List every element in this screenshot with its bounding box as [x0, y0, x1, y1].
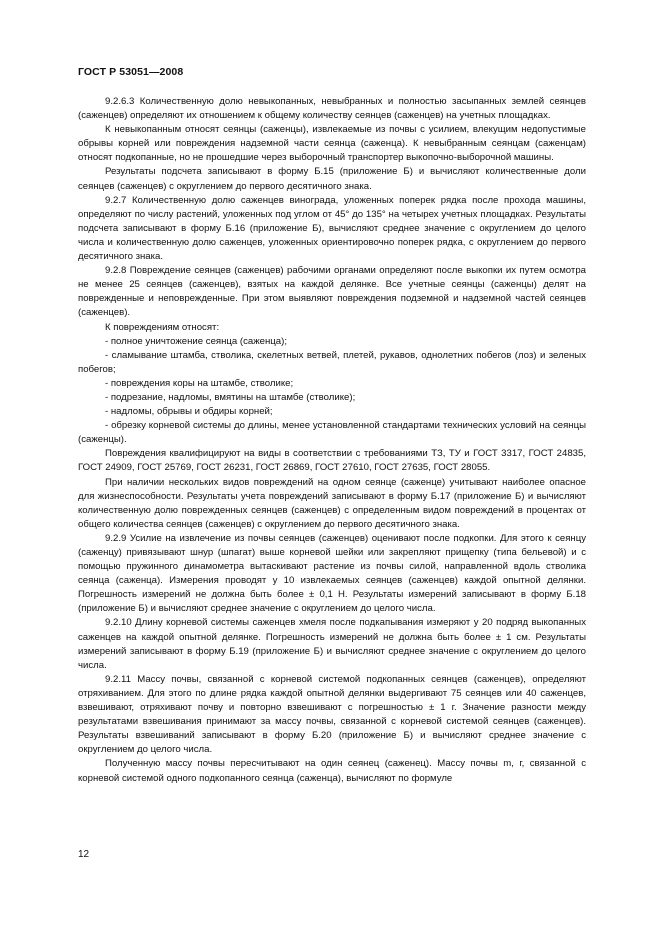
paragraph: К повреждениям относят:	[105, 321, 220, 333]
paragraph-9-2-7: 9.2.7 Количественную долю саженцев винограда, уложенных поперек рядка после прохода машины, определяют по числу растений, уложенных под углом от 45° до 135° на четырех учетных площадках. Результаты подсчета записывают в форму Б.16 (приложение Б), вычисляют среднее значение с округлением до целого числа и количественную долю саженцев, уложенных ориентировочно поперек рядка, с округлением до первого десятичного знака.	[78, 194, 586, 263]
paragraph-9-2-6-3: 9.2.6.3 Количественную долю невыкопанных, невыбранных и полностью засыпанных землей сеянцев (саженцев) определяют их отношением к общему количеству сеянцев (саженцев) на учетных площадках.	[78, 96, 586, 122]
list-item: - полное уничтожение сеянца (саженца);	[105, 335, 287, 347]
paragraph: Повреждения квалифицируют на виды в соответствии с требованиями ТЗ, ТУ и ГОСТ 3317, ГОСТ 24835, ГОСТ 24909, ГОСТ 25769, ГОСТ 26231, ГОСТ 26869, ГОСТ 27610, ГОСТ 27635, ГОСТ 28055.	[78, 448, 586, 474]
paragraph: Полученную массу почвы пересчитывают на один сеянец (саженец). Массу почвы m, г, связанной с корневой системой одного подкопанного сеянца (саженца), вычисляют по формуле	[78, 758, 586, 784]
document-body	[78, 95, 586, 786]
paragraph: К невыкопанным относят сеянцы (саженцы), извлекаемые из почвы с усилием, влекущим недопустимые обрывы корней или повреждения надземной части сеянца (саженца). К невыбранным сеянцам (саженцам) относят подкопанные, но не прошедшие через выборочный транспортер выкопочно-выборочной машины.	[78, 124, 586, 164]
page-number: 12	[78, 849, 90, 860]
document-header: ГОСТ Р 53051—2008	[78, 66, 184, 78]
paragraph-9-2-11: 9.2.11 Массу почвы, связанной с корневой системой подкопанных сеянцев (саженцев), определяют отряхиванием. Для этого по длине рядка каждой опытной делянки выдергивают 75 сеянцев или 40 саженцев, взвешивают, отряхивают почву и повторно взвешивают с погрешностью ± 1 г. Значение разности между результатами взвешивания принимают за массу почвы, связанной с корневой системой сеянцев (саженцев). Результаты взвешиваний записывают в форму Б.20 (приложение Б) и вычисляют среднее значение с округлением до целого числа.	[78, 673, 586, 756]
list-item: - сламывание штамба, стволика, скелетных ветвей, плетей, рукавов, однолетних побегов (лоз) и зеленых побегов;	[78, 349, 586, 375]
list-item: - надломы, обрывы и обдиры корней;	[105, 406, 273, 418]
paragraph-9-2-9: 9.2.9 Усилие на извлечение из почвы сеянцев (саженцев) оценивают после подкопки. Для этого к сеянцу (саженцу) привязывают шнур (шпагат) выше корневой шейки или закрепляют прищепку (типа бельевой) и с помощью пружинного динамометра вытаскивают растение из почвы силой, направленной вдоль стволика сеянца (саженца). Измерения проводят у 10 извлекаемых сеянцев (саженцев) каждой опытной делянки. Погрешность измерений не должна быть более ± 0,1 Н. Результаты измерений записывают в форму Б.18 (приложение Б) и вычисляют среднее значение с округлением до целого числа.	[78, 532, 586, 615]
paragraph: Результаты подсчета записывают в форму Б.15 (приложение Б) и вычисляют количественные доли сеянцев (саженцев) с округлением до первого десятичного знака.	[78, 166, 586, 192]
list-item: - обрезку корневой системы до длины, менее установленной стандартами технических условий на сеянцы (саженцы).	[78, 420, 586, 446]
paragraph-9-2-8: 9.2.8 Повреждение сеянцев (саженцев) рабочими органами определяют после выкопки их путем осмотра не менее 25 сеянцев (саженцев), взятых на каждой делянке. Все учетные сеянцы (саженцы) делят на поврежденные и неповрежденные. При этом выявляют повреждения подземной и надземной частей сеянцев (саженцев).	[78, 265, 586, 319]
list-item: - подрезание, надломы, вмятины на штамбе (стволике);	[105, 391, 356, 403]
paragraph: При наличии нескольких видов повреждений на одном сеянце (саженце) учитывают наиболее опасное для жизнеспособности. Результаты учета повреждений записывают в форму Б.17 (приложение Б) и вычисляют количественную долю поврежденных сеянцев (саженцев) с определенным видом повреждений в процентах от общего количества сеянцев (саженцев) с округлением до первого десятичного знака.	[78, 476, 586, 530]
paragraph-9-2-10: 9.2.10 Длину корневой системы саженцев хмеля после подкапывания измеряют у 20 подряд выкопанных саженцев на каждой опытной делянке. Погрешность измерений не должна быть более ± 1 см. Результаты измерений записывают в форму Б.19 (приложение Б) и вычисляют среднее значение с округлением до целого числа.	[78, 617, 586, 671]
list-item: - повреждения коры на штамбе, стволике;	[105, 377, 294, 389]
